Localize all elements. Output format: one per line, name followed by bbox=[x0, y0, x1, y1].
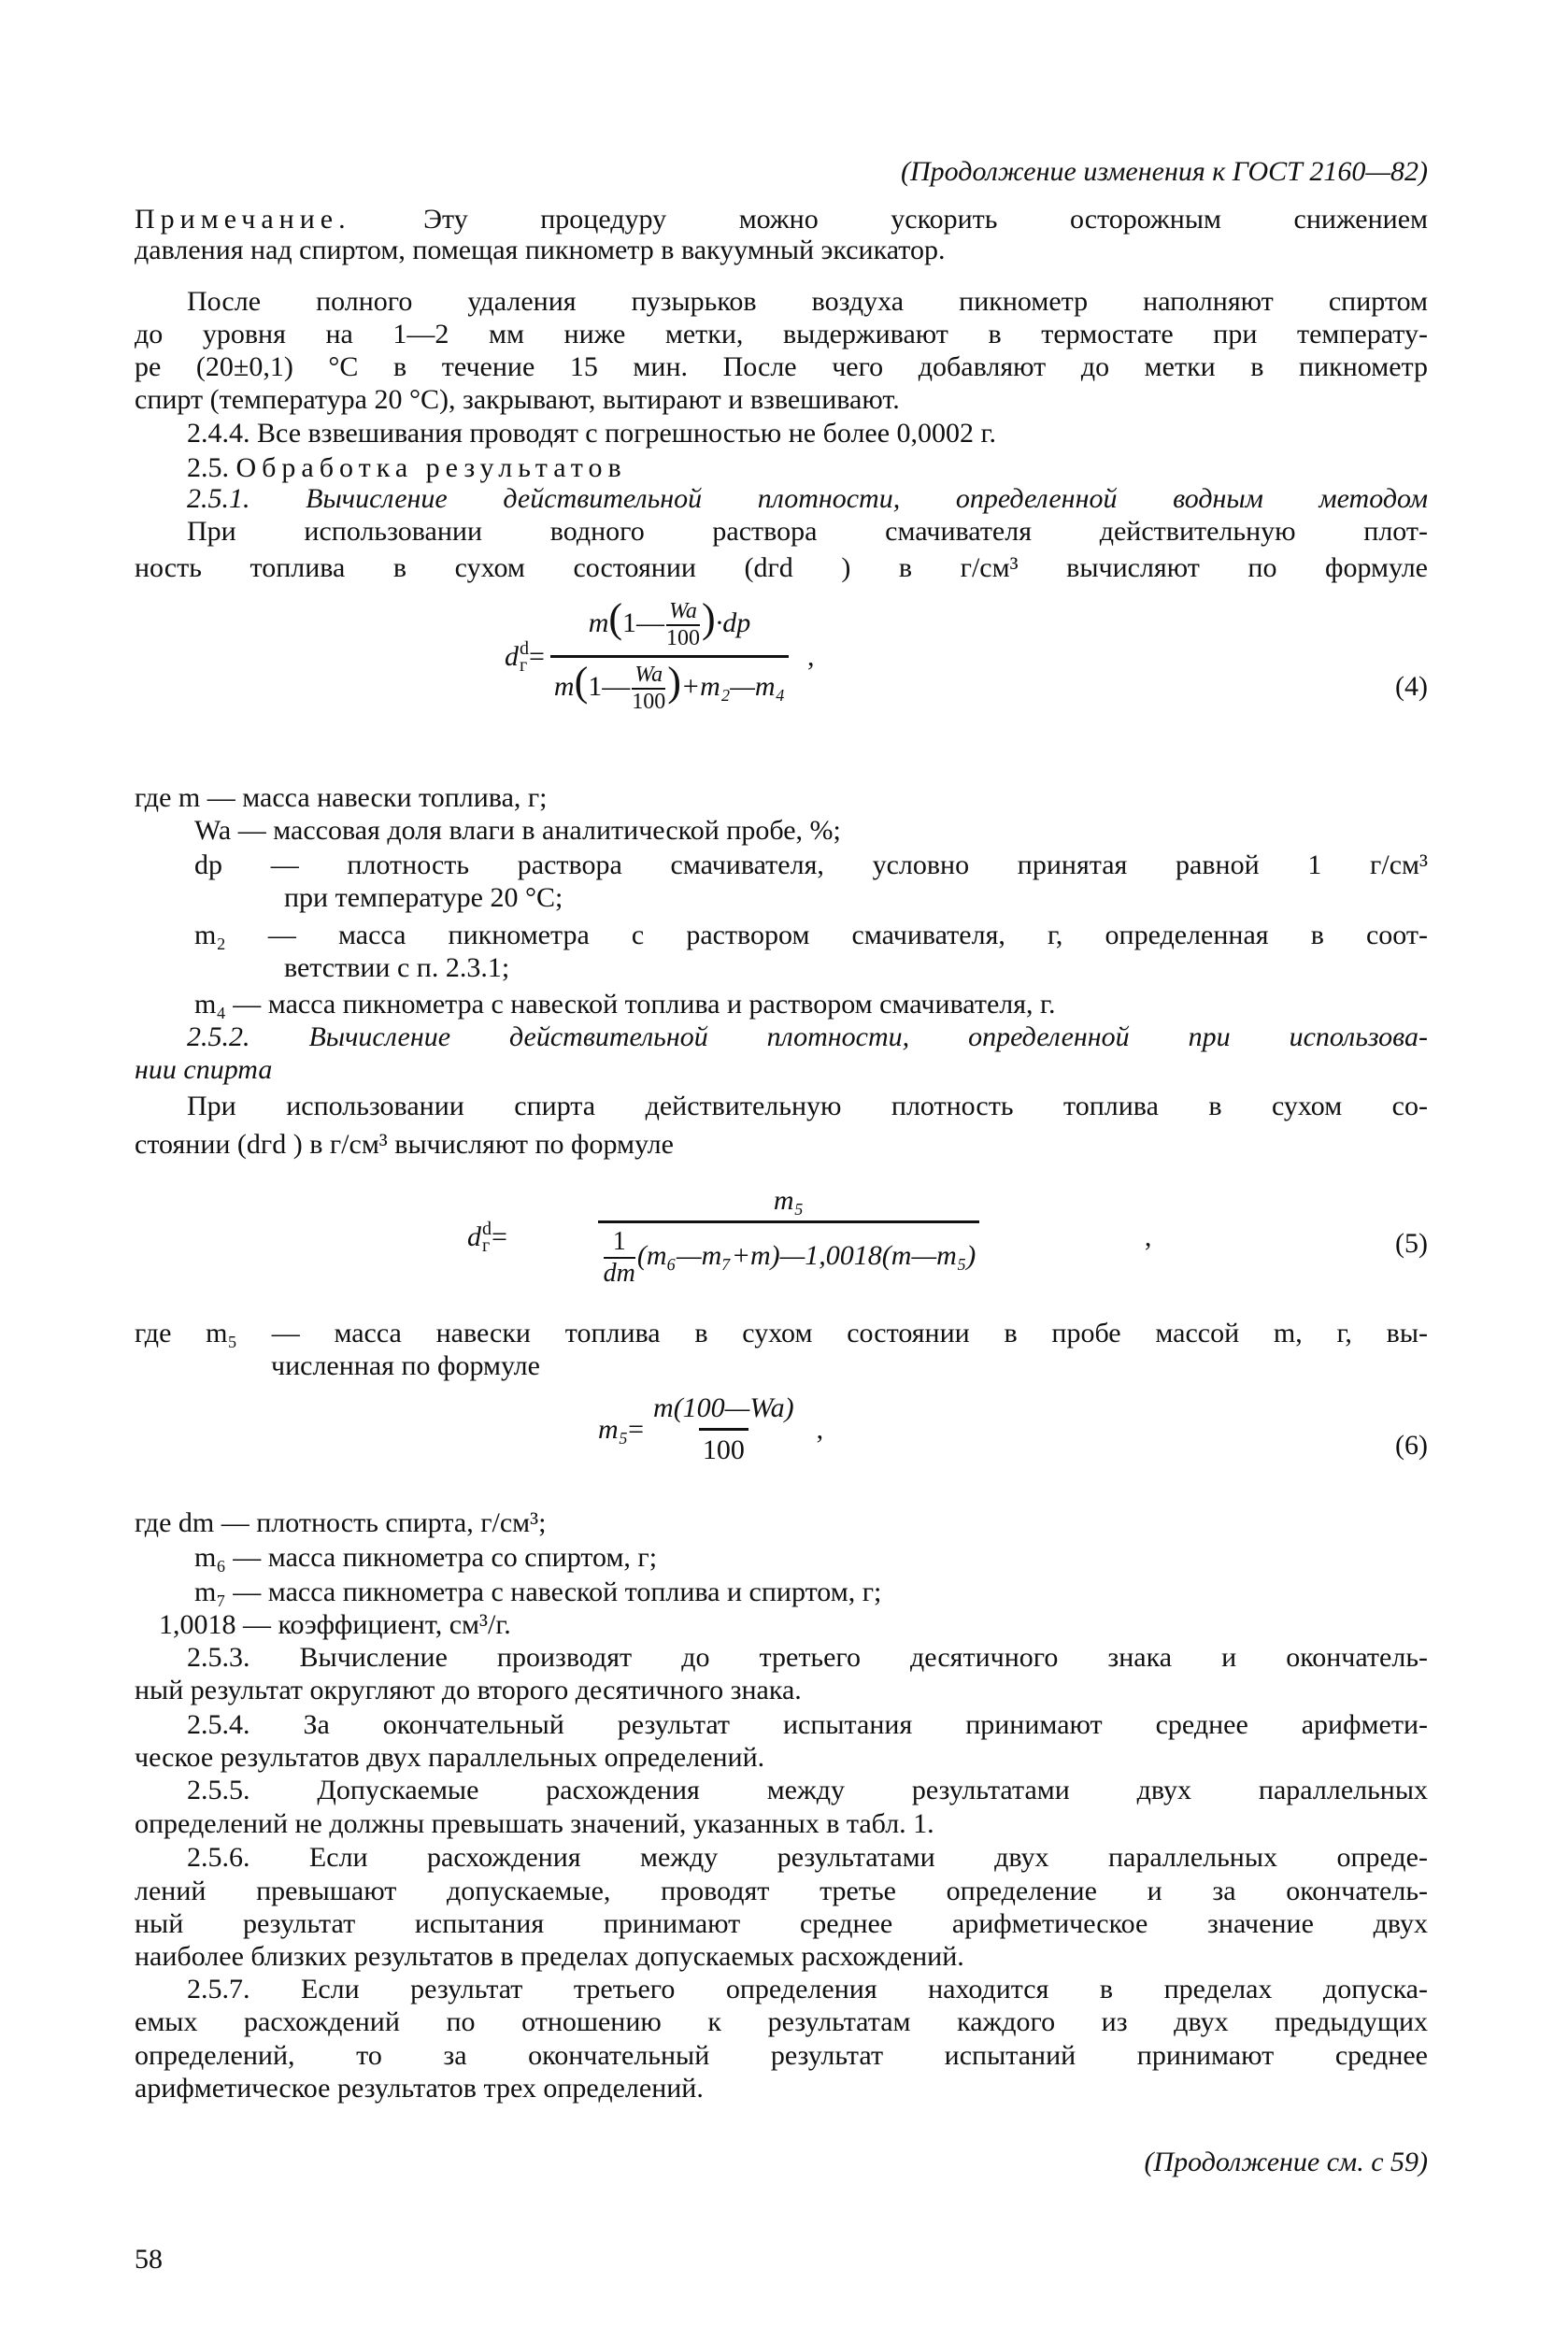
sub: г bbox=[520, 654, 528, 676]
comma: , bbox=[816, 1413, 824, 1445]
text-line: лений превышают допускаемые, проводят третье определение и за окончатель- bbox=[135, 1876, 1428, 1906]
text-line: m₆ — масса пикнометра со спиртом, г; bbox=[194, 1542, 658, 1573]
text-line: где m₅ — масса навески топлива в сухом состоянии в пробе массой m, г, вы- bbox=[135, 1318, 1428, 1348]
text-line: 2.5.6. Если расхождения между результатами двух параллельных опреде- bbox=[187, 1842, 1428, 1873]
text-line: 2.5.5. Допускаемые расхождения между результатами двух параллельных bbox=[187, 1775, 1428, 1805]
text-line: емых расхождений по отношению к результатам каждого из двух предыдущих bbox=[135, 2006, 1428, 2037]
dp: dр bbox=[722, 607, 751, 638]
one: 1 bbox=[612, 1227, 626, 1256]
text-line: ре (20±0,1) °С в течение 15 мин. После чего добавляют до метки в пикнометр bbox=[135, 351, 1428, 382]
equation-number-5: (5) bbox=[1395, 1228, 1428, 1259]
text-line: ветствии с п. 2.3.1; bbox=[284, 952, 510, 983]
page-number: 58 bbox=[135, 2244, 163, 2275]
text-line: ность топлива в сухом состоянии (dгd ) в г/см³ вычисляют по формуле bbox=[135, 552, 1428, 583]
text-line: где dm — плотность спирта, г/см³; bbox=[135, 1507, 547, 1538]
dm: dm bbox=[603, 1259, 635, 1288]
text-line: где m — масса навески топлива, г; bbox=[135, 782, 548, 813]
text-line: арифметическое результатов трех определений. bbox=[135, 2073, 704, 2104]
text-line: определений не должны превышать значений, указанных в табл. 1. bbox=[135, 1808, 934, 1839]
section-number: 2.5. bbox=[187, 452, 229, 483]
text-line: при температуре 20 °С; bbox=[284, 882, 563, 913]
text-line: определений, то за окончательный результат испытаний принимают среднее bbox=[135, 2040, 1428, 2071]
text-line: до уровня на 1—2 мм ниже метки, выдерживают в термостате при температу- bbox=[135, 319, 1428, 350]
text-line: 2.5.1. Вычисление действительной плотности, определенной водным методом bbox=[187, 483, 1428, 514]
text-line: 2.5.4. За окончательный результат испытания принимают среднее арифмети- bbox=[187, 1709, 1428, 1740]
text-line: Wa — массовая доля влаги в аналитической пробе, %; bbox=[194, 815, 841, 846]
text-line: m₂ — масса пикнометра с раствором смачивателя, г, определенная в соот- bbox=[194, 920, 1428, 950]
m5: m₅ bbox=[598, 1413, 629, 1445]
equals: = bbox=[628, 1413, 645, 1445]
section-title: Обработка результатов bbox=[235, 452, 627, 483]
sup: d bbox=[520, 637, 529, 659]
running-header: (Продолжение изменения к ГОСТ 2160—82) bbox=[901, 156, 1428, 187]
equation-number-4: (4) bbox=[1395, 671, 1428, 702]
text-line: При использовании водного раствора смачивателя действительную плот- bbox=[187, 516, 1428, 547]
hundred: 100 bbox=[699, 1428, 748, 1466]
comma: , bbox=[1144, 1220, 1152, 1252]
text-line: 2.5.7. Если результат третьего определения находится в пределах допуска- bbox=[187, 1974, 1428, 2005]
numerator-6: m(100—Wa) bbox=[653, 1392, 794, 1423]
equals: = bbox=[529, 640, 545, 672]
plus-m2-m4: +m₂—m₄ bbox=[680, 671, 786, 703]
one-minus: 1— bbox=[588, 671, 631, 703]
equation-number-6: (6) bbox=[1395, 1430, 1428, 1461]
text-line: dр — плотность раствора смачивателя, условно принятая равной 1 г/см³ bbox=[194, 849, 1428, 880]
text-line: ный результат округляют до второго десятичного знака. bbox=[135, 1675, 802, 1705]
note-text: Эту процедуру можно ускорить осторожным снижением bbox=[423, 204, 1428, 235]
text-line: спирт (температура 20 °С), закрывают, вытирают и взвешивают. bbox=[135, 384, 900, 415]
text-line: наиболее близких результатов в пределах допускаемых расхождений. bbox=[135, 1941, 964, 1972]
text-line: m₄ — масса пикнометра с навеской топлива и раствором смачивателя, г. bbox=[194, 989, 1056, 1020]
formula-5 bbox=[467, 1185, 1151, 1289]
text-line: давления над спиртом, помещая пикнометр в вакуумный эксикатор. bbox=[135, 235, 946, 265]
text-line: стоянии (dгd ) в г/см³ вычисляют по формуле bbox=[135, 1129, 674, 1160]
text-line: нии спирта bbox=[135, 1054, 273, 1085]
formula-symbol: d bbox=[505, 640, 519, 672]
text-line: 1,0018 — коэффициент, см³/г. bbox=[159, 1609, 511, 1640]
text-line: m₇ — масса пикнометра с навеской топлива и спиртом, г; bbox=[194, 1577, 882, 1607]
formula-4: d d г = m(1— $\frac{Wa}{100}$ )·dр m(1— $\frac{Wa}{100}$ )+m₂—m₄ , bbox=[505, 595, 815, 715]
text-line: 2.4.4. Все взвешивания проводят с погрешностью не более 0,0002 г. bbox=[187, 418, 996, 449]
one-minus: 1— bbox=[622, 607, 665, 638]
sub: г bbox=[482, 1234, 491, 1256]
hundred: 100 bbox=[666, 626, 701, 651]
continuation-note: (Продолжение см. с 59) bbox=[1144, 2147, 1428, 2177]
text-line: При использовании спирта действительную плотность топлива в сухом со- bbox=[187, 1091, 1428, 1121]
text-line: 2.5.3. Вычисление производят до третьего десятичного знака и окончатель- bbox=[187, 1642, 1428, 1673]
formula-6 bbox=[598, 1392, 823, 1466]
m5: m₅ bbox=[773, 1185, 804, 1216]
hundred: 100 bbox=[632, 690, 666, 715]
text-line: численная по формуле bbox=[271, 1350, 540, 1381]
comma: , bbox=[807, 640, 815, 672]
w: Wa bbox=[669, 599, 697, 624]
text-line: После полного удаления пузырьков воздуха пикнометр наполняют спиртом bbox=[187, 286, 1428, 317]
formula-symbol: d bbox=[467, 1220, 481, 1252]
note-line bbox=[135, 203, 1428, 236]
note-label: Примечание. bbox=[135, 204, 351, 235]
m: m bbox=[588, 607, 609, 638]
text-line: ный результат испытания принимают среднее арифметическое значение двух bbox=[135, 1908, 1428, 1939]
equals: = bbox=[492, 1220, 507, 1252]
text-line: ческое результатов двух параллельных определений. bbox=[135, 1742, 765, 1773]
w: Wa bbox=[634, 663, 663, 688]
denominator-5: (m₆—m₇+m)—1,0018(m—m₅) bbox=[636, 1239, 976, 1271]
section-heading bbox=[187, 451, 627, 485]
text-line: 2.5.2. Вычисление действительной плотности, определенной при использова- bbox=[187, 1021, 1428, 1052]
sup: d bbox=[482, 1218, 492, 1239]
m: m bbox=[553, 671, 575, 703]
